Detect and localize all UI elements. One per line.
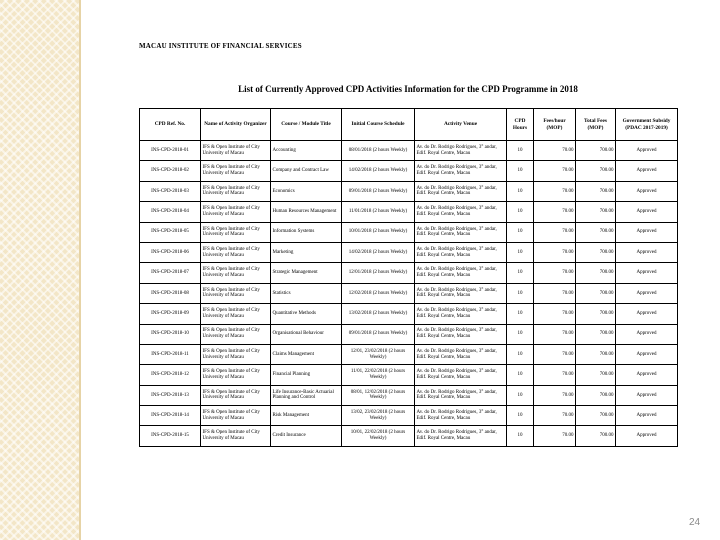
cpd-ref-cell: INS-CPD-2018-11 — [140, 344, 201, 364]
table-title: List of Currently Approved CPD Activities Information for the CPD Programme in 2018 — [238, 84, 578, 94]
subsidy-status-cell: Approved — [616, 365, 678, 385]
venue-cell: Av. do Dr. Rodrigo Rodrigues, 3° andar, Edif. Royal Centre, Macau — [415, 324, 507, 344]
course-title-cell: Human Resources Management — [271, 202, 342, 222]
schedule-cell: 10/01/2018 (2 hours Weekly) — [342, 222, 415, 242]
course-title-cell: Accounting — [271, 141, 342, 161]
venue-cell: Av. do Dr. Rodrigo Rodrigues, 3° andar, Edif. Royal Centre, Macau — [415, 263, 507, 283]
table-row — [140, 202, 678, 222]
column-header: CPD Hours — [507, 109, 534, 141]
schedule-cell: 13/02/2018 (2 hours Weekly) — [342, 304, 415, 324]
total-fees-cell: 700.00 — [576, 324, 616, 344]
cpd-hours-cell: 10 — [507, 365, 534, 385]
venue-cell: Av. do Dr. Rodrigo Rodrigues, 3° andar, Edif. Royal Centre, Macau — [415, 202, 507, 222]
subsidy-status-cell: Approved — [616, 141, 678, 161]
schedule-cell: 12/01, 23/02/2018 (2 hours Weekly) — [342, 344, 415, 364]
venue-cell: Av. do Dr. Rodrigo Rodrigues, 3° andar, Edif. Royal Centre, Macau — [415, 365, 507, 385]
organizer-cell: IFS & Open Institute of City University of Macau — [201, 304, 271, 324]
subsidy-status-cell: Approved — [616, 283, 678, 303]
schedule-cell: 08/01/2018 (2 hours Weekly) — [342, 141, 415, 161]
cpd-hours-cell: 10 — [507, 222, 534, 242]
cpd-hours-cell: 10 — [507, 283, 534, 303]
total-fees-cell: 700.00 — [576, 161, 616, 181]
fee-per-hour-cell: 70.00 — [534, 324, 576, 344]
cpd-hours-cell: 10 — [507, 426, 534, 446]
total-fees-cell: 700.00 — [576, 385, 616, 405]
column-header: Activity Venue — [415, 109, 507, 141]
schedule-cell: 10/01, 22/02/2018 (2 hours Weekly) — [342, 426, 415, 446]
subsidy-status-cell: Approved — [616, 222, 678, 242]
organizer-cell: IFS & Open Institute of City University of Macau — [201, 344, 271, 364]
course-title-cell: Credit Insurance — [271, 426, 342, 446]
organizer-cell: IFS & Open Institute of City University of Macau — [201, 202, 271, 222]
fee-per-hour-cell: 70.00 — [534, 426, 576, 446]
column-header: Fees/hour (MOP) — [534, 109, 576, 141]
fee-per-hour-cell: 70.00 — [534, 344, 576, 364]
fee-per-hour-cell: 70.00 — [534, 263, 576, 283]
schedule-cell: 14/02/2018 (2 hours Weekly) — [342, 161, 415, 181]
table-row — [140, 365, 678, 385]
organizer-cell: IFS & Open Institute of City University of Macau — [201, 365, 271, 385]
course-title-cell: Claims Management — [271, 344, 342, 364]
total-fees-cell: 700.00 — [576, 222, 616, 242]
schedule-cell: 12/01/2018 (2 hours Weekly) — [342, 263, 415, 283]
subsidy-status-cell: Approved — [616, 344, 678, 364]
venue-cell: Av. do Dr. Rodrigo Rodrigues, 3° andar, Edif. Royal Centre, Macau — [415, 385, 507, 405]
table-row — [140, 385, 678, 405]
cpd-hours-cell: 10 — [507, 304, 534, 324]
total-fees-cell: 700.00 — [576, 141, 616, 161]
course-title-cell: Information Systems — [271, 222, 342, 242]
fee-per-hour-cell: 70.00 — [534, 365, 576, 385]
subsidy-status-cell: Approved — [616, 426, 678, 446]
cpd-ref-cell: INS-CPD-2018-10 — [140, 324, 201, 344]
schedule-cell: 08/01, 12/02/2018 (2 hours Weekly) — [342, 385, 415, 405]
fee-per-hour-cell: 70.00 — [534, 406, 576, 426]
fee-per-hour-cell: 70.00 — [534, 161, 576, 181]
fee-per-hour-cell: 70.00 — [534, 385, 576, 405]
cpd-ref-cell: INS-CPD-2018-02 — [140, 161, 201, 181]
total-fees-cell: 700.00 — [576, 283, 616, 303]
total-fees-cell: 700.00 — [576, 304, 616, 324]
cpd-ref-cell: INS-CPD-2018-01 — [140, 141, 201, 161]
decorative-side-pattern — [0, 0, 79, 540]
table-row — [140, 344, 678, 364]
table-row — [140, 161, 678, 181]
table-row — [140, 242, 678, 262]
organizer-cell: IFS & Open Institute of City University of Macau — [201, 242, 271, 262]
organizer-cell: IFS & Open Institute of City University of Macau — [201, 406, 271, 426]
table-row — [140, 181, 678, 201]
table-row — [140, 406, 678, 426]
venue-cell: Av. do Dr. Rodrigo Rodrigues, 3° andar, Edif. Royal Centre, Macau — [415, 161, 507, 181]
cpd-activities-table — [139, 108, 678, 447]
table-row — [140, 141, 678, 161]
venue-cell: Av. do Dr. Rodrigo Rodrigues, 3° andar, Edif. Royal Centre, Macau — [415, 406, 507, 426]
course-title-cell: Company and Contract Law — [271, 161, 342, 181]
fee-per-hour-cell: 70.00 — [534, 222, 576, 242]
schedule-cell: 14/02/2018 (2 hours Weekly) — [342, 242, 415, 262]
course-title-cell: Strategic Management — [271, 263, 342, 283]
schedule-cell: 11/01/2018 (2 hours Weekly) — [342, 202, 415, 222]
cpd-hours-cell: 10 — [507, 141, 534, 161]
cpd-ref-cell: INS-CPD-2018-14 — [140, 406, 201, 426]
course-title-cell: Risk Management — [271, 406, 342, 426]
subsidy-status-cell: Approved — [616, 263, 678, 283]
organizer-cell: IFS & Open Institute of City University of Macau — [201, 385, 271, 405]
table-header-row — [140, 109, 678, 141]
table-row — [140, 304, 678, 324]
cpd-ref-cell: INS-CPD-2018-05 — [140, 222, 201, 242]
organizer-cell: IFS & Open Institute of City University of Macau — [201, 181, 271, 201]
column-header: Course / Module Title — [271, 109, 342, 141]
total-fees-cell: 700.00 — [576, 181, 616, 201]
total-fees-cell: 700.00 — [576, 242, 616, 262]
course-title-cell: Marketing — [271, 242, 342, 262]
table-row — [140, 426, 678, 446]
fee-per-hour-cell: 70.00 — [534, 202, 576, 222]
organizer-cell: IFS & Open Institute of City University of Macau — [201, 283, 271, 303]
venue-cell: Av. do Dr. Rodrigo Rodrigues, 3° andar, Edif. Royal Centre, Macau — [415, 283, 507, 303]
schedule-cell: 11/01, 22/02/2018 (2 hours Weekly) — [342, 365, 415, 385]
subsidy-status-cell: Approved — [616, 406, 678, 426]
table-row — [140, 324, 678, 344]
course-title-cell: Statistics — [271, 283, 342, 303]
organizer-cell: IFS & Open Institute of City University of Macau — [201, 324, 271, 344]
venue-cell: Av. do Dr. Rodrigo Rodrigues, 3° andar, Edif. Royal Centre, Macau — [415, 344, 507, 364]
cpd-hours-cell: 10 — [507, 181, 534, 201]
cpd-hours-cell: 10 — [507, 406, 534, 426]
fee-per-hour-cell: 70.00 — [534, 242, 576, 262]
course-title-cell: Economics — [271, 181, 342, 201]
table-body — [140, 141, 678, 447]
cpd-hours-cell: 10 — [507, 202, 534, 222]
institute-header: MACAU INSTITUTE OF FINANCIAL SERVICES — [139, 42, 302, 50]
cpd-hours-cell: 10 — [507, 242, 534, 262]
venue-cell: Av. do Dr. Rodrigo Rodrigues, 3° andar, Edif. Royal Centre, Macau — [415, 141, 507, 161]
cpd-ref-cell: INS-CPD-2018-09 — [140, 304, 201, 324]
total-fees-cell: 700.00 — [576, 263, 616, 283]
subsidy-status-cell: Approved — [616, 304, 678, 324]
cpd-hours-cell: 10 — [507, 324, 534, 344]
fee-per-hour-cell: 70.00 — [534, 181, 576, 201]
total-fees-cell: 700.00 — [576, 406, 616, 426]
cpd-ref-cell: INS-CPD-2018-15 — [140, 426, 201, 446]
fee-per-hour-cell: 70.00 — [534, 304, 576, 324]
fee-per-hour-cell: 70.00 — [534, 141, 576, 161]
page-number: 24 — [689, 517, 701, 528]
organizer-cell: IFS & Open Institute of City University of Macau — [201, 161, 271, 181]
cpd-ref-cell: INS-CPD-2018-07 — [140, 263, 201, 283]
cpd-ref-cell: INS-CPD-2018-03 — [140, 181, 201, 201]
subsidy-status-cell: Approved — [616, 181, 678, 201]
cpd-hours-cell: 10 — [507, 263, 534, 283]
total-fees-cell: 700.00 — [576, 365, 616, 385]
organizer-cell: IFS & Open Institute of City University of Macau — [201, 426, 271, 446]
venue-cell: Av. do Dr. Rodrigo Rodrigues, 3° andar, Edif. Royal Centre, Macau — [415, 222, 507, 242]
fee-per-hour-cell: 70.00 — [534, 283, 576, 303]
cpd-ref-cell: INS-CPD-2018-06 — [140, 242, 201, 262]
cpd-hours-cell: 10 — [507, 385, 534, 405]
cpd-ref-cell: INS-CPD-2018-08 — [140, 283, 201, 303]
subsidy-status-cell: Approved — [616, 385, 678, 405]
subsidy-status-cell: Approved — [616, 161, 678, 181]
course-title-cell: Financial Planning — [271, 365, 342, 385]
venue-cell: Av. do Dr. Rodrigo Rodrigues, 3° andar, Edif. Royal Centre, Macau — [415, 181, 507, 201]
cpd-hours-cell: 10 — [507, 161, 534, 181]
organizer-cell: IFS & Open Institute of City University of Macau — [201, 263, 271, 283]
schedule-cell: 09/01/2018 (2 hours Weekly) — [342, 324, 415, 344]
venue-cell: Av. do Dr. Rodrigo Rodrigues, 3° andar, Edif. Royal Centre, Macau — [415, 304, 507, 324]
table-row — [140, 263, 678, 283]
column-header: Name of Activity Organizer — [201, 109, 271, 141]
schedule-cell: 09/01/2018 (2 hours Weekly) — [342, 181, 415, 201]
side-divider — [79, 0, 81, 540]
column-header: Initial Course Schedule — [342, 109, 415, 141]
column-header: Total Fees (MOP) — [576, 109, 616, 141]
schedule-cell: 12/02/2018 (2 hours Weekly) — [342, 283, 415, 303]
cpd-hours-cell: 10 — [507, 344, 534, 364]
total-fees-cell: 700.00 — [576, 426, 616, 446]
total-fees-cell: 700.00 — [576, 202, 616, 222]
schedule-cell: 13/02, 23/02/2018 (2 hours Weekly) — [342, 406, 415, 426]
column-header: Government Subsidy (PDAC 2017-2019) — [616, 109, 678, 141]
cpd-ref-cell: INS-CPD-2018-13 — [140, 385, 201, 405]
total-fees-cell: 700.00 — [576, 344, 616, 364]
cpd-ref-cell: INS-CPD-2018-04 — [140, 202, 201, 222]
course-title-cell: Quantitative Methods — [271, 304, 342, 324]
subsidy-status-cell: Approved — [616, 242, 678, 262]
course-title-cell: Organisational Behaviour — [271, 324, 342, 344]
cpd-ref-cell: INS-CPD-2018-12 — [140, 365, 201, 385]
column-header: CPD Ref. No. — [140, 109, 201, 141]
table-row — [140, 222, 678, 242]
venue-cell: Av. do Dr. Rodrigo Rodrigues, 3° andar, Edif. Royal Centre, Macau — [415, 242, 507, 262]
subsidy-status-cell: Approved — [616, 324, 678, 344]
organizer-cell: IFS & Open Institute of City University of Macau — [201, 141, 271, 161]
subsidy-status-cell: Approved — [616, 202, 678, 222]
organizer-cell: IFS & Open Institute of City University of Macau — [201, 222, 271, 242]
course-title-cell: Life Insurance-Basic Actuarial Planning and Control — [271, 385, 342, 405]
table-row — [140, 283, 678, 303]
venue-cell: Av. do Dr. Rodrigo Rodrigues, 3° andar, Edif. Royal Centre, Macau — [415, 426, 507, 446]
